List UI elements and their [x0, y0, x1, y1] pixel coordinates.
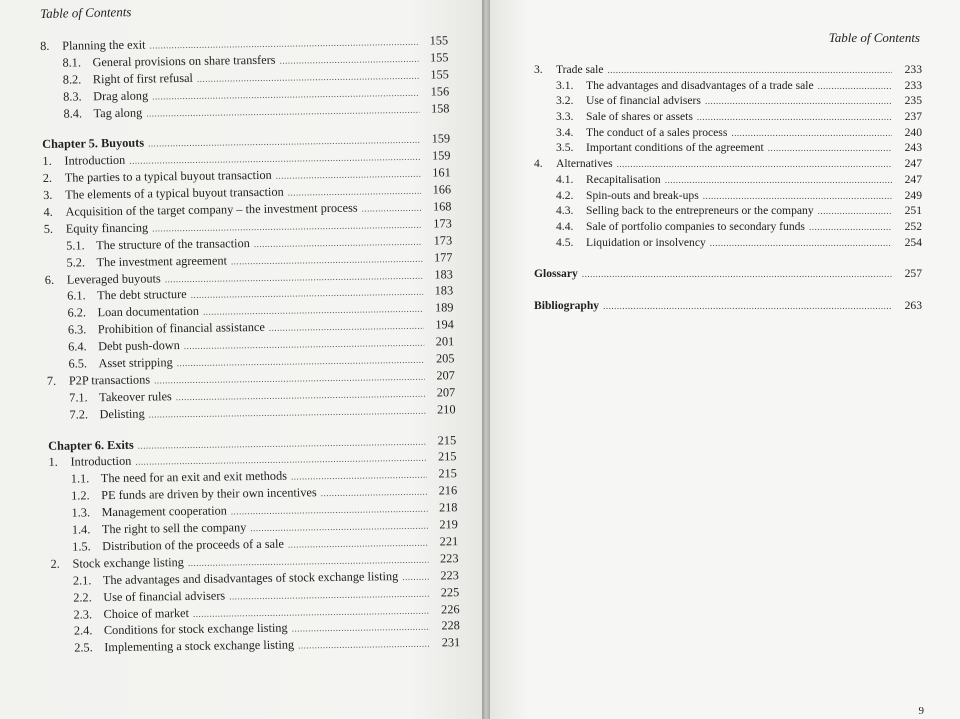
entry-title: Introduction: [70, 454, 132, 470]
entry-page-number: 173: [433, 233, 453, 248]
entry-title: Use of financial advisers: [586, 94, 701, 108]
entry-title: Prohibition of financial assistance: [97, 320, 265, 337]
entry-title: Sale of portfolio companies to secondary funds: [586, 219, 805, 233]
entry-number: 3.: [534, 63, 543, 76]
page-number: 9: [918, 705, 924, 717]
entry-page-number: 235: [904, 94, 922, 108]
entry-title: Management cooperation: [101, 503, 227, 520]
entry-title: Spin-outs and break-ups: [586, 188, 699, 202]
entry-page-number: 207: [436, 385, 456, 400]
entry-page-number: 215: [438, 466, 457, 481]
entry-number: 3.5.: [556, 141, 574, 155]
entry-number: 8.3.: [63, 89, 82, 104]
entry-title: The right to sell the company: [101, 520, 247, 537]
entry-number: 6.5.: [68, 356, 88, 371]
dot-leader: [291, 467, 427, 486]
entry-title: Introduction: [64, 153, 126, 169]
entry-page-number: 243: [904, 141, 922, 155]
entry-title: The structure of the transaction: [96, 235, 250, 253]
entry-number: 1.3.: [71, 505, 91, 520]
dot-leader: [291, 619, 430, 638]
entry-page-number: 194: [435, 317, 454, 332]
entry-page-number: 233: [904, 78, 922, 92]
entry-title: Choice of market: [103, 605, 190, 621]
entry-number: 7.1.: [69, 390, 88, 405]
entry-title: PE funds are driven by their own incentives: [101, 485, 317, 503]
entry-number: 1.5.: [72, 539, 91, 554]
entry-title: The conduct of a sales process: [586, 125, 728, 139]
entry-number: 2.3.: [73, 606, 93, 622]
entry-number: 7.: [46, 373, 57, 388]
dot-leader: [665, 173, 892, 189]
entry-number: 4.2.: [556, 188, 574, 202]
dot-leader: [288, 535, 429, 554]
entry-title: Chapter 6. Exits: [48, 437, 134, 453]
entry-title: Important conditions of the agreement: [586, 141, 764, 155]
entry-title: The elements of a typical buyout transaction: [65, 184, 284, 202]
entry-page-number: 159: [431, 131, 451, 146]
entry-title: Leveraged buyouts: [66, 270, 161, 287]
running-header: Table of Contents: [828, 30, 920, 45]
dot-leader: [298, 636, 430, 655]
entry-title: Selling back to the entrepreneurs or the company: [586, 204, 814, 218]
entry-number: 2.: [42, 171, 53, 186]
right-page: [490, 0, 960, 719]
entry-page-number: 189: [434, 300, 454, 315]
toc-list: [40, 32, 460, 657]
entry-title: Drag along: [93, 88, 149, 103]
entry-number: 6.3.: [67, 322, 87, 337]
entry-page-number: 215: [437, 449, 457, 464]
dot-leader: [269, 318, 424, 337]
book-gutter: [482, 0, 490, 719]
entry-title: Bibliography: [534, 298, 600, 312]
entry-number: 4.5.: [556, 235, 574, 249]
entry-title: Tag along: [93, 105, 143, 120]
toc-list: [534, 62, 922, 314]
entry-title: Takeover rules: [99, 389, 172, 405]
entry-title: Delisting: [99, 406, 145, 421]
entry-title: Equity financing: [65, 220, 149, 236]
entry-page-number: 233: [904, 63, 922, 76]
entry-number: 6.4.: [68, 339, 87, 354]
entry-page-number: 240: [904, 125, 922, 139]
entry-number: 3.4.: [556, 125, 574, 139]
entry-page-number: 251: [904, 204, 922, 218]
dot-leader: [697, 110, 892, 126]
entry-number: 1.1.: [70, 471, 90, 486]
entry-page-number: 159: [431, 148, 451, 163]
entry-page-number: 221: [439, 534, 459, 549]
entry-page-number: 155: [429, 50, 449, 65]
toc-entry[interactable]: [534, 203, 922, 219]
toc-spacer: [534, 250, 922, 266]
entry-page-number: 223: [440, 567, 460, 583]
dot-leader: [603, 299, 892, 315]
entry-page-number: 155: [430, 67, 449, 82]
entry-title: Chapter 5. Buyouts: [41, 136, 145, 152]
dot-leader: [703, 189, 892, 205]
toc-entry[interactable]: [534, 62, 922, 78]
dot-leader: [321, 484, 428, 502]
entry-title: Sale of shares or assets: [586, 110, 693, 124]
entry-title: Right of first refusal: [92, 70, 194, 87]
entry-number: 4.3.: [556, 204, 574, 218]
entry-title: The parties to a typical buyout transaction: [64, 168, 272, 185]
dot-leader: [361, 200, 421, 218]
entry-page-number: 231: [441, 635, 461, 650]
toc-entry[interactable]: [534, 235, 922, 251]
entry-title: The need for an exit and exit methods: [100, 468, 288, 486]
toc-spacer: [534, 282, 922, 298]
dot-leader: [608, 63, 892, 79]
entry-title: The investment agreement: [96, 253, 228, 269]
entry-number: 8.4.: [63, 105, 83, 121]
dot-leader: [705, 94, 892, 110]
entry-page-number: 252: [904, 219, 922, 233]
entry-title: Stock exchange listing: [72, 554, 185, 571]
entry-page-number: 158: [430, 100, 450, 116]
entry-page-number: 218: [438, 500, 458, 515]
entry-title: P2P transactions: [68, 372, 151, 388]
entry-title: The advantages and disadvantages of a trade sale: [586, 78, 814, 92]
dot-leader: [768, 141, 892, 157]
entry-page-number: 263: [904, 298, 922, 312]
entry-page-number: 226: [440, 601, 460, 616]
entry-title: Asset stripping: [98, 355, 173, 371]
entry-number: 1.: [48, 455, 58, 470]
entry-title: Acquisition of the target company – the investment process: [65, 200, 358, 219]
entry-title: Trade sale: [556, 63, 604, 76]
entry-number: 3.2.: [556, 94, 574, 108]
toc-entry[interactable]: [534, 172, 922, 188]
toc-chapter-entry[interactable]: [534, 266, 922, 282]
entry-page-number: 156: [430, 83, 450, 99]
entry-number: 1.: [42, 154, 52, 169]
entry-number: 2.4.: [73, 623, 93, 638]
dot-leader: [809, 220, 892, 236]
entry-page-number: 254: [904, 235, 922, 249]
toc-entry[interactable]: [534, 93, 922, 109]
entry-page-number: 201: [435, 334, 455, 349]
entry-number: 2.2.: [73, 589, 92, 605]
entry-page-number: 168: [432, 199, 452, 214]
entry-page-number: 237: [904, 110, 922, 124]
entry-page-number: 207: [436, 368, 455, 383]
entry-number: 8.1.: [62, 55, 82, 70]
entry-title: Liquidation or insolvency: [586, 235, 706, 249]
entry-page-number: 155: [429, 33, 449, 48]
toc-entry[interactable]: [534, 78, 922, 94]
entry-title: Implementing a stock exchange listing: [104, 637, 295, 655]
entry-title: Recapitalisation: [586, 172, 661, 186]
entry-title: Debt push-down: [98, 338, 180, 354]
entry-title: Distribution of the proceeds of a sale: [102, 536, 285, 554]
entry-number: 6.1.: [67, 288, 86, 304]
entry-title: The advantages and disadvantages of stock exchange listing: [102, 568, 399, 587]
dot-leader: [582, 267, 892, 283]
entry-number: 6.2.: [67, 305, 87, 320]
entry-number: 6.: [44, 272, 55, 287]
entry-page-number: 173: [433, 216, 452, 231]
entry-number: 4.: [43, 204, 53, 219]
dot-leader: [402, 568, 429, 585]
entry-number: 5.2.: [66, 255, 86, 270]
entry-page-number: 161: [432, 165, 451, 180]
entry-page-number: 257: [904, 267, 922, 281]
entry-page-number: 219: [439, 517, 458, 532]
entry-number: 2.: [50, 556, 60, 571]
entry-number: 4.4.: [556, 219, 574, 233]
toc-entry[interactable]: [534, 219, 922, 235]
entry-page-number: 223: [439, 551, 459, 566]
dot-leader: [710, 236, 892, 252]
entry-number: 3.1.: [556, 78, 574, 92]
entry-number: 2.1.: [72, 573, 92, 588]
entry-page-number: 215: [437, 432, 457, 448]
entry-number: 3.3.: [556, 110, 574, 124]
entry-number: 7.2.: [69, 407, 89, 422]
entry-page-number: 249: [904, 188, 922, 202]
entry-page-number: 216: [438, 483, 458, 498]
entry-number: 1.4.: [71, 522, 91, 537]
toc-entry[interactable]: [534, 109, 922, 125]
entry-page-number: 247: [904, 157, 922, 171]
entry-title: Glossary: [534, 267, 578, 281]
entry-number: 4.: [534, 157, 543, 171]
entry-title: The debt structure: [97, 287, 187, 303]
entry-page-number: 177: [433, 249, 453, 265]
toc-entry[interactable]: [534, 156, 922, 172]
entry-page-number: 247: [904, 172, 922, 186]
entry-title: Use of financial advisers: [103, 588, 226, 604]
toc-chapter-entry[interactable]: [534, 298, 922, 314]
dot-leader: [818, 204, 892, 220]
entry-page-number: 183: [434, 283, 454, 298]
entry-title: Planning the exit: [62, 37, 146, 53]
dot-leader: [279, 51, 418, 70]
entry-page-number: 210: [436, 401, 456, 417]
toc-entry[interactable]: [534, 125, 922, 141]
running-header: Table of Contents: [40, 4, 132, 21]
entry-number: 8.: [40, 38, 50, 53]
entry-title: Alternatives: [556, 157, 613, 171]
entry-number: 5.1.: [66, 238, 85, 253]
dot-leader: [818, 79, 892, 95]
entry-page-number: 205: [435, 351, 455, 366]
entry-number: 2.5.: [74, 640, 93, 655]
dot-leader: [276, 166, 421, 185]
entry-number: 4.1.: [556, 172, 574, 186]
entry-page-number: 228: [441, 618, 461, 633]
entry-page-number: 225: [440, 584, 460, 600]
entry-page-number: 183: [434, 266, 453, 282]
entry-page-number: 166: [432, 182, 452, 197]
entry-title: Conditions for stock exchange listing: [103, 620, 288, 638]
entry-number: 5.: [43, 221, 54, 236]
entry-title: Loan documentation: [97, 304, 200, 320]
toc-entry[interactable]: [534, 140, 922, 156]
entry-number: 1.2.: [71, 488, 90, 503]
dot-leader: [731, 126, 892, 142]
entry-number: 8.2.: [62, 72, 82, 87]
entry-title: General provisions on share transfers: [92, 52, 276, 70]
dot-leader: [617, 157, 892, 173]
toc-entry[interactable]: [534, 188, 922, 204]
entry-number: 3.: [43, 187, 53, 203]
